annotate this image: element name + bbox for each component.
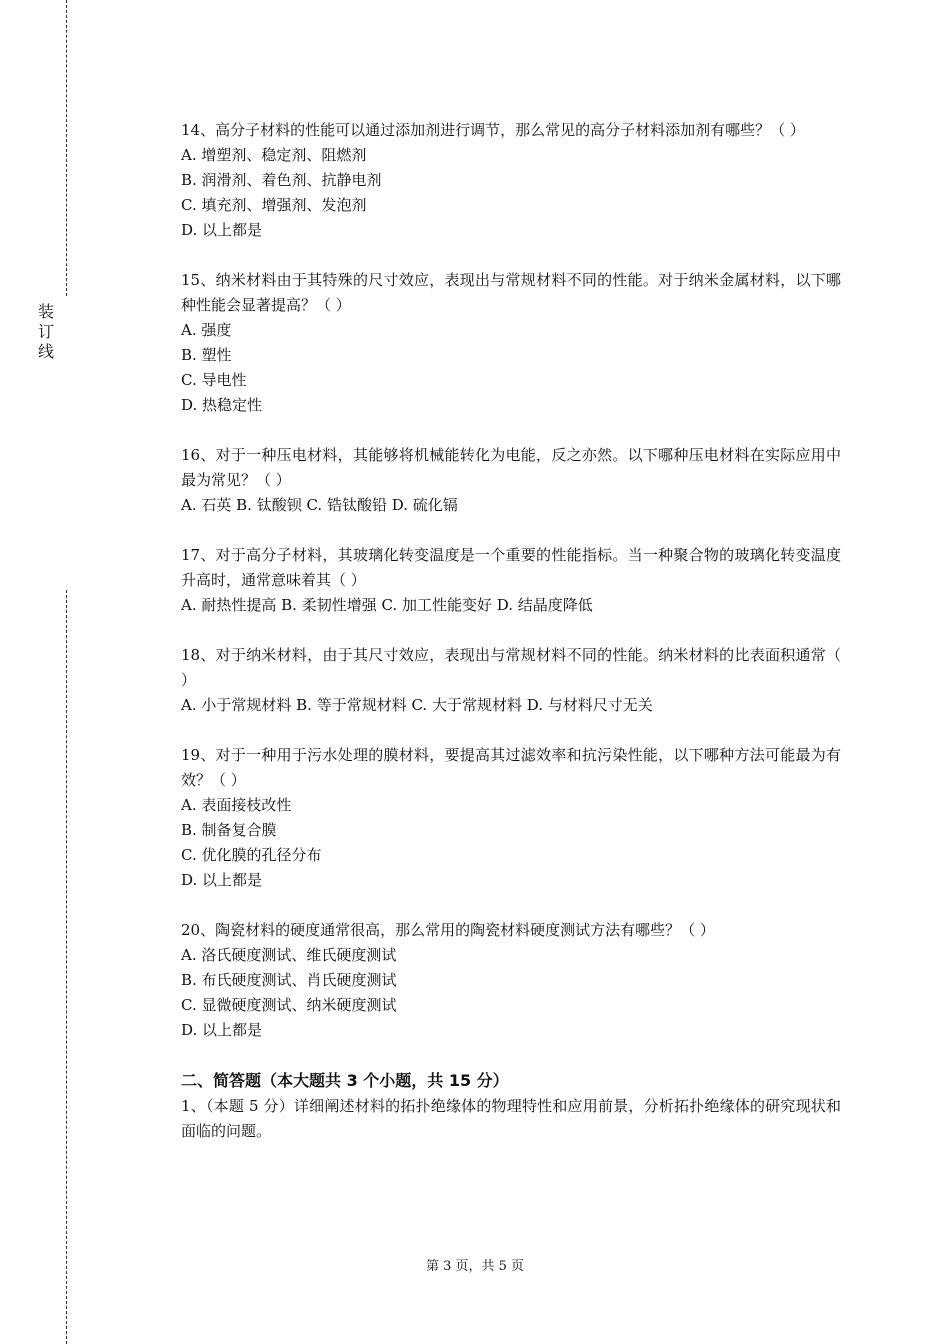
option-c: C. 优化膜的孔径分布	[181, 846, 322, 864]
binding-label	[36, 302, 56, 362]
option-b: B. 布氏硬度测试、肖氏硬度测试	[181, 971, 397, 989]
short-answer-question: 1、（本题 5 分）详细阐述材料的拓扑绝缘体的物理特性和应用前景，分析拓扑绝缘体的研究现状和面临的问题。	[181, 1097, 841, 1140]
question-stem: 16、对于一种压电材料，其能够将机械能转化为电能，反之亦然。以下哪种压电材料在实际应用中最为常见？（ ）	[181, 446, 841, 489]
question-stem: 19、对于一种用于污水处理的膜材料，要提高其过滤效率和抗污染性能，以下哪种方法可能最为有效？（ ）	[181, 746, 841, 789]
question-20	[181, 918, 841, 1043]
question-17	[181, 543, 841, 618]
option-a: A. 表面接枝改性	[181, 796, 292, 814]
option-d: D. 以上都是	[181, 871, 263, 889]
question-stem: 18、对于纳米材料，由于其尺寸效应，表现出与常规材料不同的性能。纳米材料的比表面积通常（ ）	[181, 646, 841, 689]
question-18	[181, 643, 841, 718]
inline-options: A. 耐热性提高 B. 柔韧性增强 C. 加工性能变好 D. 结晶度降低	[181, 596, 593, 614]
binding-char: 线	[37, 342, 54, 361]
question-stem: 17、对于高分子材料，其玻璃化转变温度是一个重要的性能指标。当一种聚合物的玻璃化转变温度升高时，通常意味着其（ ）	[181, 546, 841, 589]
binding-line-top	[66, 0, 67, 296]
section-title: 二、简答题（本大题共 3 个小题，共 15 分）	[181, 1071, 509, 1090]
option-c: C. 显微硬度测试、纳米硬度测试	[181, 996, 397, 1014]
question-15	[181, 268, 841, 418]
question-stem: 15、纳米材料由于其特殊的尺寸效应，表现出与常规材料不同的性能。对于纳米金属材料，以下哪种性能会显著提高？（ ）	[181, 271, 841, 314]
question-stem: 20、陶瓷材料的硬度通常很高，那么常用的陶瓷材料硬度测试方法有哪些？（ ）	[181, 921, 715, 939]
option-d: D. 以上都是	[181, 1021, 263, 1039]
question-stem: 14、高分子材料的性能可以通过添加剂进行调节，那么常见的高分子材料添加剂有哪些？（ ）	[181, 121, 805, 139]
option-b: B. 塑性	[181, 346, 232, 364]
option-c: C. 填充剂、增强剂、发泡剂	[181, 196, 367, 214]
exam-content	[181, 118, 841, 1144]
question-14	[181, 118, 841, 243]
question-16	[181, 443, 841, 518]
option-c: C. 导电性	[181, 371, 247, 389]
inline-options: A. 小于常规材料 B. 等于常规材料 C. 大于常规材料 D. 与材料尺寸无关	[181, 696, 653, 714]
binding-char: 装	[37, 302, 54, 321]
option-a: A. 增塑剂、稳定剂、阻燃剂	[181, 146, 367, 164]
option-a: A. 强度	[181, 321, 232, 339]
option-b: B. 润滑剂、着色剂、抗静电剂	[181, 171, 382, 189]
binding-char: 订	[37, 322, 54, 341]
binding-line-bottom	[66, 590, 67, 1344]
page-footer: 第 3 页，共 5 页	[425, 1259, 525, 1274]
option-d: D. 热稳定性	[181, 396, 263, 414]
option-d: D. 以上都是	[181, 221, 263, 239]
question-19	[181, 743, 841, 893]
inline-options: A. 石英 B. 钛酸钡 C. 锆钛酸铅 D. 硫化镉	[181, 496, 458, 514]
option-a: A. 洛氏硬度测试、维氏硬度测试	[181, 946, 397, 964]
option-b: B. 制备复合膜	[181, 821, 277, 839]
